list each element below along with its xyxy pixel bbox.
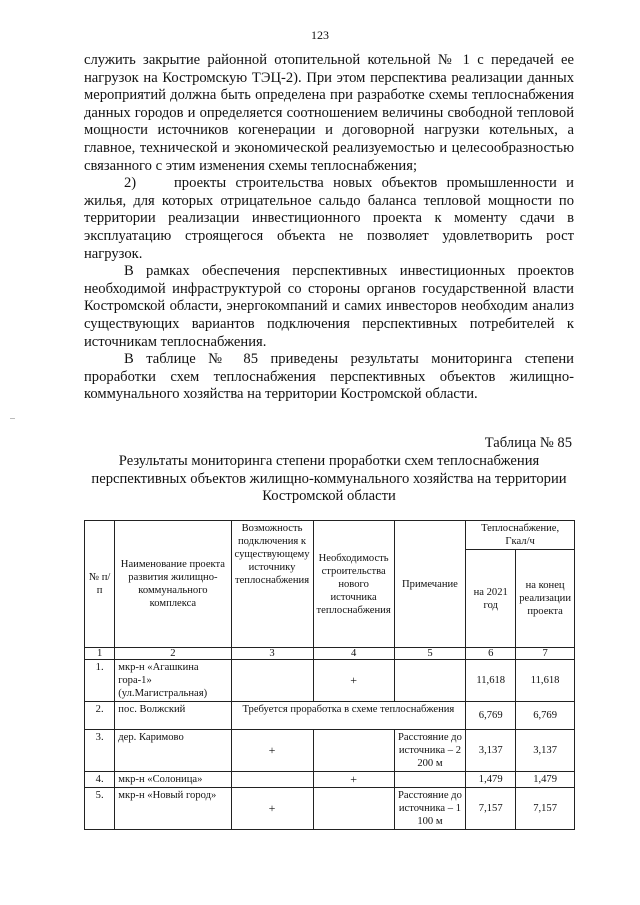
table-row bbox=[85, 788, 575, 830]
col-number: 3 bbox=[231, 648, 313, 660]
header-name: Наименование проекта развития жилищно-коммунального комплекса bbox=[115, 521, 231, 648]
row-note bbox=[394, 772, 466, 788]
row-y2021: 6,769 bbox=[466, 702, 516, 730]
table-row bbox=[85, 730, 575, 772]
row-need bbox=[313, 788, 394, 830]
col-number: 5 bbox=[394, 648, 466, 660]
paragraph-3: В рамках обеспечения перспективных инвестиционных проектов необходимой инфраструктурой со стороны органов государственной власти Костромской области, энергокомпаний и самих инвесторов необходим анализ существующих вариантов подключения перспективных потребителей к источникам теплоснабжения. bbox=[84, 263, 574, 350]
col-number: 6 bbox=[466, 648, 516, 660]
list-number: 2) bbox=[124, 175, 137, 192]
paragraph-2-text: проекты строительства новых объектов промышленности и жилья, для которых отрицательное сальдо баланса тепловой мощности по территории реализации инвестиционного проекта к моменту сдачи в эксплуатацию строящегося объекта не позволяет удовлетворить рост нагрузок. bbox=[84, 175, 574, 262]
row-yend: 7,157 bbox=[516, 788, 575, 830]
row-name: мкр-н «Солоница» bbox=[115, 772, 231, 788]
row-num: 2. bbox=[85, 702, 115, 730]
col-number: 4 bbox=[313, 648, 394, 660]
table-row bbox=[85, 702, 575, 730]
monitoring-table bbox=[84, 520, 575, 830]
row-need bbox=[313, 730, 394, 772]
row-num: 5. bbox=[85, 788, 115, 830]
row-possible: + bbox=[231, 788, 313, 830]
table-row bbox=[85, 660, 575, 702]
row-name: дер. Каримово bbox=[115, 730, 231, 772]
column-number-row bbox=[85, 648, 575, 660]
table-label: Таблица № 85 bbox=[484, 435, 572, 451]
col-number: 7 bbox=[516, 648, 575, 660]
row-possible bbox=[231, 660, 313, 702]
paragraph-1: служить закрытие районной отопительной котельной № 1 с передачей ее нагрузок на Костромскую ТЭЦ-2). При этом перспектива реализации данных мероприятий должна быть определена при разработке схемы теплоснабжения данных городов и определяется соотношением величины свободной тепловой мощности источников когенерации и договорной нагрузки котельных, а главное, технической и экономической реализуемостью и целесообразностью связанного с этим изменения схемы теплоснабжения; bbox=[84, 52, 574, 174]
row-note: Расстояние до источника – 1 100 м bbox=[394, 788, 466, 830]
row-y2021: 3,137 bbox=[466, 730, 516, 772]
header-yend: на конец реализации проекта bbox=[516, 550, 575, 648]
col-number: 2 bbox=[115, 648, 231, 660]
row-yend: 3,137 bbox=[516, 730, 575, 772]
row-note: Расстояние до источника – 2 200 м bbox=[394, 730, 466, 772]
header-note: Примечание bbox=[394, 521, 466, 648]
row-num: 4. bbox=[85, 772, 115, 788]
margin-mark bbox=[10, 418, 15, 419]
row-y2021: 1,479 bbox=[466, 772, 516, 788]
table-row bbox=[85, 772, 575, 788]
paragraph-4: В таблице № 85 приведены результаты мониторинга степени проработки схем теплоснабжения перспективных объектов жилищно-коммунального хозяйства на территории Костромской области. bbox=[84, 351, 574, 403]
row-name: пос. Волжский bbox=[115, 702, 231, 730]
row-note bbox=[394, 660, 466, 702]
row-y2021: 7,157 bbox=[466, 788, 516, 830]
row-num: 3. bbox=[85, 730, 115, 772]
row-num: 1. bbox=[85, 660, 115, 702]
paragraph-2 bbox=[84, 175, 574, 263]
row-need: + bbox=[313, 772, 394, 788]
row-need: + bbox=[313, 660, 394, 702]
body-text bbox=[84, 52, 574, 404]
header-heat: Теплоснабжение, Гкал/ч bbox=[466, 521, 575, 550]
header-need: Необходимость строительства нового источника теплоснабжения bbox=[313, 521, 394, 648]
row-possible: + bbox=[231, 730, 313, 772]
header-num: № п/п bbox=[85, 521, 115, 648]
row-yend: 6,769 bbox=[516, 702, 575, 730]
row-name: мкр-н «Агашкина гора-1» (ул.Магистральная) bbox=[115, 660, 231, 702]
row-possible bbox=[231, 772, 313, 788]
row-yend: 1,479 bbox=[516, 772, 575, 788]
row-merged-note: Требуется проработка в схеме теплоснабжения bbox=[231, 702, 466, 730]
col-number: 1 bbox=[85, 648, 115, 660]
page-number: 123 bbox=[311, 28, 329, 42]
row-yend: 11,618 bbox=[516, 660, 575, 702]
row-name: мкр-н «Новый город» bbox=[115, 788, 231, 830]
row-y2021: 11,618 bbox=[466, 660, 516, 702]
header-y2021: на 2021 год bbox=[466, 550, 516, 648]
table-title: Результаты мониторинга степени проработки схем теплоснабжения перспективных объектов жилищно-коммунального хозяйства на территории Костромской области bbox=[91, 453, 567, 505]
header-possible: Возможность подключения к существующему источнику теплоснабжения bbox=[231, 521, 313, 648]
